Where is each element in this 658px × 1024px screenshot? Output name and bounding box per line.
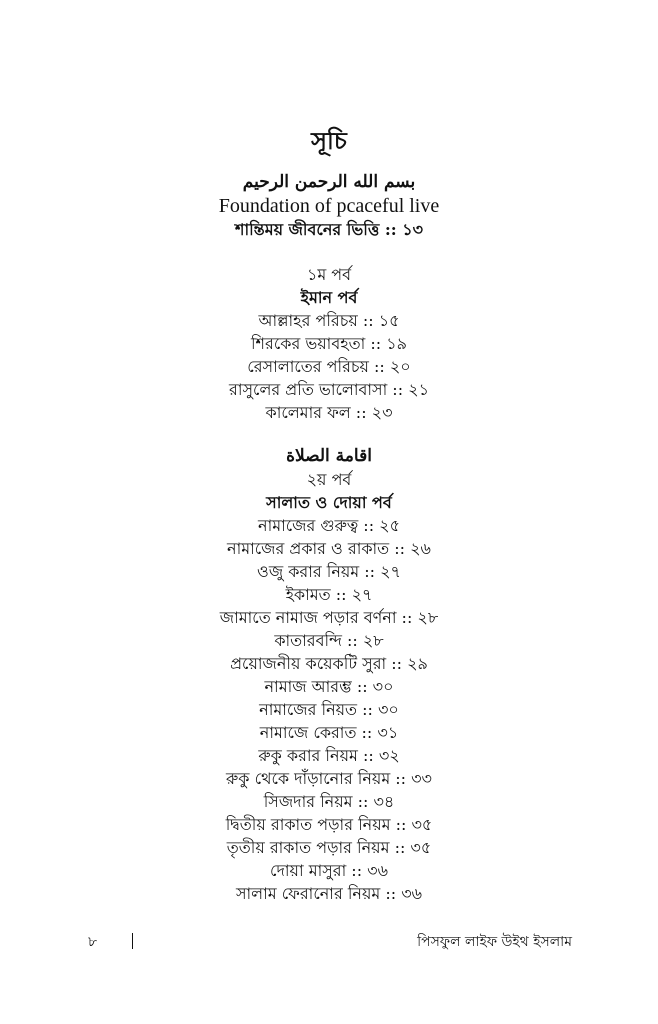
toc-entry: নামাজ আরম্ভ :: ৩০	[264, 677, 394, 696]
toc-entry: রুকু থেকে দাঁড়ানোর নিয়ম :: ৩৩	[226, 769, 432, 788]
running-book-title: পিসফুল লাইফ উইথ ইসলাম	[417, 934, 572, 950]
toc-entry: সালাম ফেরানোর নিয়ম :: ৩৬	[235, 884, 423, 903]
footer-divider	[132, 933, 133, 949]
spacer	[0, 241, 658, 263]
table-of-contents	[0, 124, 658, 905]
part1-heading: ইমান পর্ব	[300, 288, 358, 307]
toc-entry: নামাজে কেরাত :: ৩১	[259, 723, 399, 742]
part2-arabic-heading: اقامة الصلاة	[286, 446, 372, 466]
toc-entry: আল্লাহর পরিচয় :: ১৫	[258, 311, 400, 330]
toc-entry-intro: শান্তিময় জীবনের ভিত্তি :: ১৩	[235, 220, 423, 239]
toc-entry: ওজু করার নিয়ম :: ২৭	[257, 562, 401, 581]
toc-entry: কালেমার ফল :: ২৩	[265, 403, 393, 422]
spacer	[0, 424, 658, 444]
part1-label: ১ম পর্ব	[306, 265, 352, 284]
toc-entry: কাতারবন্দি :: ২৮	[274, 631, 384, 650]
toc-entry: দোয়া মাসুরা :: ৩৬	[270, 861, 388, 880]
toc-entry: রাসুলের প্রতি ভালোবাসা :: ২১	[229, 380, 429, 399]
toc-entry: প্রয়োজনীয় কয়েকটি সুরা :: ২৯	[230, 654, 428, 673]
toc-entry: নামাজের গুরুত্ব :: ২৫	[258, 516, 400, 535]
bismillah: بسم الله الرحمن الرحيم	[242, 172, 416, 192]
page-footer	[0, 930, 658, 954]
part2-heading: সালাত ও দোয়া পর্ব	[266, 493, 392, 512]
toc-entry: জামাতে নামাজ পড়ার বর্ণনা :: ২৮	[219, 608, 439, 627]
toc-title: সূচি	[311, 126, 347, 155]
toc-entry: নামাজের নিয়ত :: ৩০	[259, 700, 399, 719]
part2-label: ২য় পর্ব	[306, 470, 352, 489]
toc-entry: শিরকের ভয়াবহতা :: ১৯	[250, 334, 408, 353]
toc-entry: তৃতীয় রাকাত পড়ার নিয়ম :: ৩৫	[226, 838, 432, 857]
toc-entry: সিজদার নিয়ম :: ৩৪	[263, 792, 395, 811]
toc-entry: ইকামত :: ২৭	[285, 585, 373, 604]
page-number: ৮	[88, 934, 98, 950]
toc-entry: দ্বিতীয় রাকাত পড়ার নিয়ম :: ৩৫	[225, 815, 433, 834]
toc-entry: রেসালাতের পরিচয় :: ২০	[247, 357, 411, 376]
toc-entry: নামাজের প্রকার ও রাকাত :: ২৬	[227, 539, 431, 558]
toc-entry: রুকু করার নিয়ম :: ৩২	[258, 746, 400, 765]
english-title: Foundation of pcaceful live	[218, 195, 440, 217]
